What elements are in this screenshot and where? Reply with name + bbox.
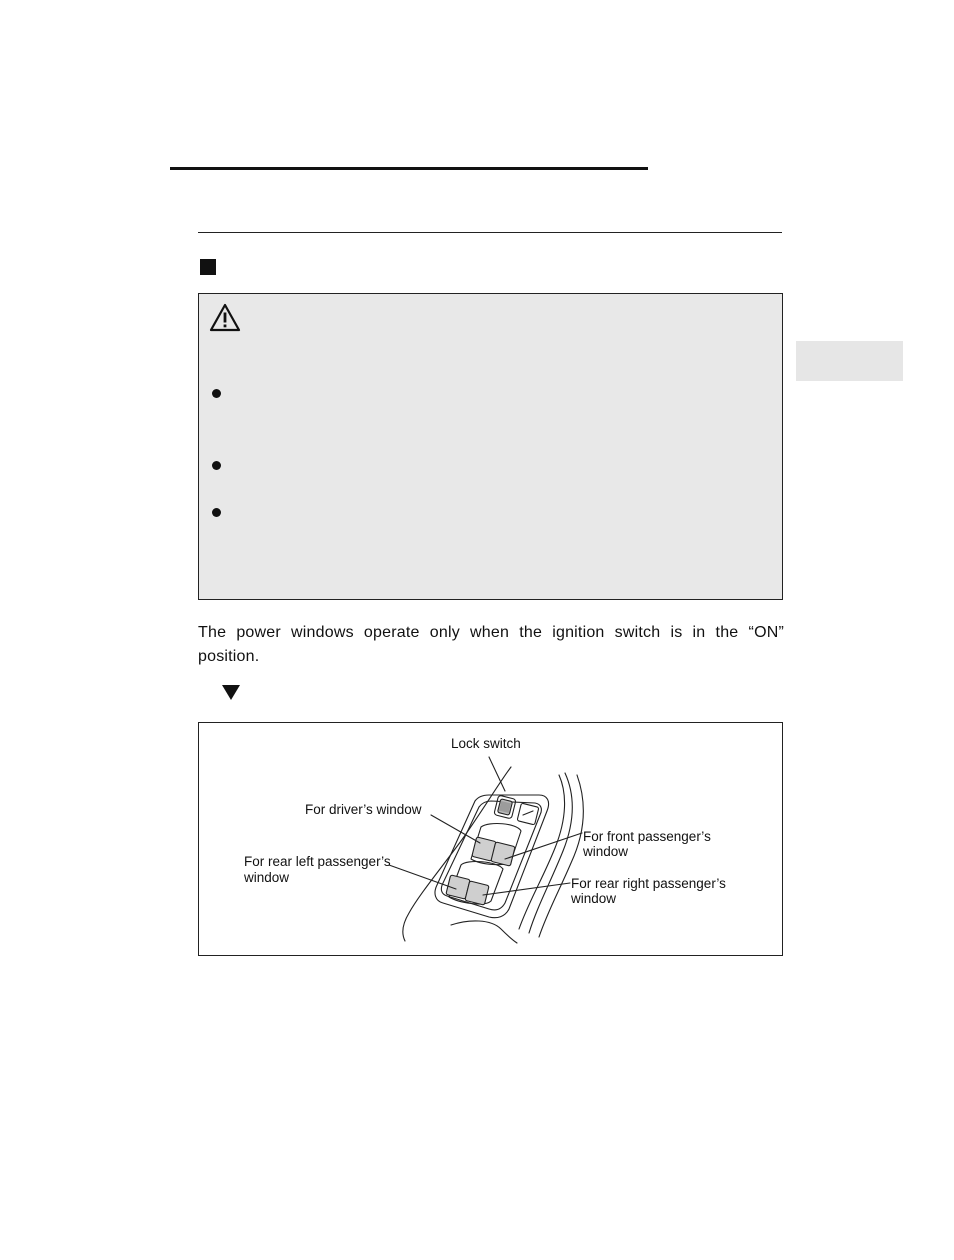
label-rear-right-line2: window xyxy=(571,891,617,906)
label-rear-right-line1: For rear right passenger’s xyxy=(571,876,726,891)
down-triangle-icon xyxy=(222,685,240,700)
power-window-switch-figure xyxy=(198,722,783,956)
label-rear-left-line1: For rear left passenger’s xyxy=(244,854,391,869)
bullet-dot-icon xyxy=(212,389,221,398)
subsection-rule xyxy=(198,232,782,233)
section-header-rule xyxy=(170,167,648,170)
label-lock-switch: Lock switch xyxy=(451,736,521,751)
chapter-side-tab xyxy=(796,341,903,381)
warning-box xyxy=(198,293,783,600)
label-front-passenger-line2: window xyxy=(583,844,629,859)
label-front-passenger-line1: For front passenger’s xyxy=(583,829,711,844)
label-driver-window: For driver’s window xyxy=(305,802,422,817)
body-paragraph: The power windows operate only when the ignition switch is in the “ON” position. xyxy=(198,624,784,665)
bullet-dot-icon xyxy=(212,508,221,517)
bullet-dot-icon xyxy=(212,461,221,470)
black-square-icon xyxy=(200,259,216,275)
label-rear-left-line2: window xyxy=(244,870,290,885)
warning-triangle-icon xyxy=(209,303,241,333)
